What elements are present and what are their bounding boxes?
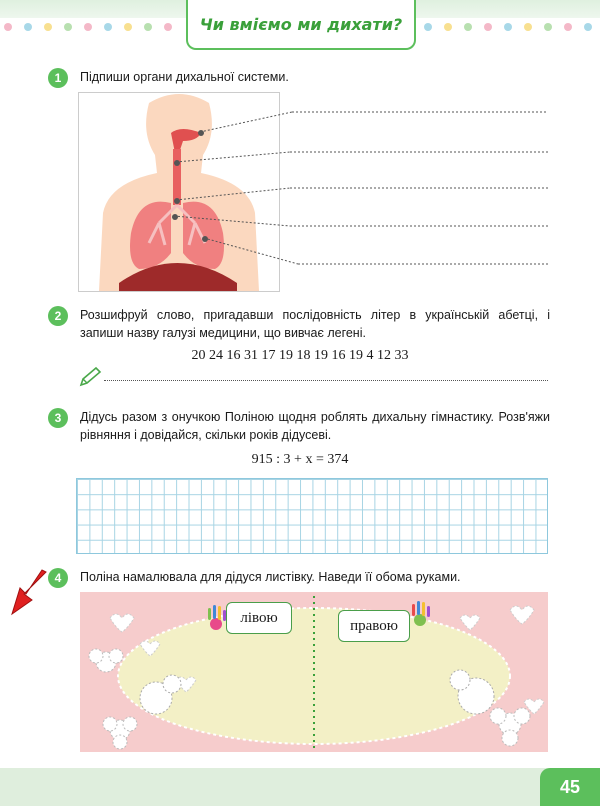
- page-title: Чи вміємо ми дихати?: [199, 14, 403, 34]
- task-number-1: 1: [48, 68, 68, 88]
- pencil-icon: [78, 366, 104, 388]
- right-hand-label: правою: [338, 610, 410, 642]
- task-number-2: 2: [48, 306, 68, 326]
- task-number-4: 4: [48, 568, 68, 588]
- card-decoration: [80, 592, 548, 752]
- greeting-card: [80, 592, 548, 752]
- encoded-word: 20 24 16 31 17 19 18 19 16 19 4 12 33: [191, 348, 409, 363]
- label-pointer-lines: [0, 0, 600, 300]
- answer-grid[interactable]: [76, 478, 548, 554]
- left-hand-label: лівою: [226, 602, 292, 634]
- answer-line-2[interactable]: [104, 380, 548, 381]
- equation: 915 : 3 + x = 374: [251, 452, 349, 467]
- task-3-text: Дідусь разом з онучкою Поліною щодня роблять дихальну гімнастику. Розв'яжи рівняння і довідайся, скільки років дідусеві.: [80, 410, 550, 442]
- task-2-text: Розшифруй слово, пригадавши послідовність літер в українській абетці, і запиши назву галузі медицини, що вивчає легені.: [80, 308, 550, 340]
- red-arrow-icon: [10, 568, 50, 616]
- page-number: 45: [540, 768, 600, 806]
- footer-band: [0, 768, 600, 806]
- task-1-text: Підпиши органи дихальної системи.: [80, 70, 289, 84]
- task-number-3: 3: [48, 408, 68, 428]
- task-4-text: Поліна намалювала для дідуся листівку. Наведи її обома руками.: [80, 570, 461, 584]
